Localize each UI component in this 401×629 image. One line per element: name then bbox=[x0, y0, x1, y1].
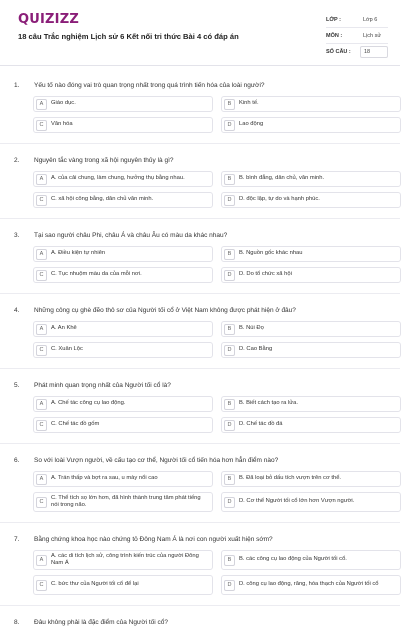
option-letter: D bbox=[224, 420, 235, 431]
question-5 bbox=[0, 378, 400, 444]
option-letter: D bbox=[224, 345, 235, 356]
option-text: C. xã hội công bằng, dân chủ văn minh. bbox=[51, 196, 154, 203]
option-text: A. các di tích lịch sử, công trình kiến trúc của người Đông Nam Á bbox=[51, 552, 199, 566]
option-letter: B bbox=[224, 249, 235, 260]
option-text: B. Biết cách tạo ra lửa. bbox=[239, 400, 298, 407]
option-text: A. An Khê bbox=[51, 325, 77, 332]
option-letter: B bbox=[224, 555, 235, 566]
option-text: D. độc lập, tự do và hạnh phúc. bbox=[239, 196, 320, 203]
option-letter: C bbox=[36, 195, 47, 206]
question-6 bbox=[0, 453, 400, 523]
question-8 bbox=[0, 615, 400, 629]
question-text: Yếu tố nào đóng vai trò quan trọng nhất trong quá trình tiến hóa của loài người? bbox=[34, 81, 265, 89]
option-c[interactable] bbox=[33, 192, 213, 208]
worksheet-meta bbox=[326, 12, 388, 60]
option-letter: B bbox=[224, 174, 235, 185]
class-label: LỚP : bbox=[326, 16, 341, 23]
option-text: C. bức thư của Người tối cổ để lại bbox=[51, 581, 139, 588]
question-4 bbox=[0, 303, 400, 369]
option-d[interactable] bbox=[221, 192, 401, 208]
divider bbox=[0, 143, 400, 144]
option-text: D. Cơ thể Người tối cổ lớn hơn Vượn người. bbox=[239, 498, 355, 505]
divider bbox=[0, 368, 400, 369]
option-text: A. Chế tác công cụ lao động. bbox=[51, 400, 126, 407]
divider bbox=[0, 522, 400, 523]
question-number: 6. bbox=[14, 456, 20, 464]
divider bbox=[0, 293, 400, 294]
option-c[interactable] bbox=[33, 117, 213, 133]
option-text: B. Núi Đọ bbox=[239, 325, 264, 332]
option-letter: B bbox=[224, 99, 235, 110]
option-letter: B bbox=[224, 324, 235, 335]
option-text: Văn hóa bbox=[51, 121, 73, 128]
option-letter: A bbox=[36, 555, 47, 566]
question-text: Những công cụ ghè đẽo thô sơ của Người tối cổ ở Việt Nam không được phát hiện ở đâu? bbox=[34, 306, 296, 314]
option-letter: D bbox=[224, 580, 235, 591]
option-text: B. Đã loại bỏ dấu tích vượn trên cơ thể. bbox=[239, 475, 342, 482]
option-letter: A bbox=[36, 474, 47, 485]
option-b[interactable] bbox=[221, 96, 401, 112]
option-d[interactable] bbox=[221, 575, 401, 595]
option-letter: C bbox=[36, 580, 47, 591]
option-letter: A bbox=[36, 324, 47, 335]
option-text: C. Xuân Lộc bbox=[51, 346, 83, 353]
option-a[interactable] bbox=[33, 550, 213, 570]
question-number: 7. bbox=[14, 535, 20, 543]
option-letter: C bbox=[36, 120, 47, 131]
question-text: Nguyên tắc vàng trong xã hội nguyên thủy là gì? bbox=[34, 156, 174, 164]
option-a[interactable] bbox=[33, 471, 213, 487]
option-a[interactable] bbox=[33, 96, 213, 112]
divider bbox=[0, 443, 400, 444]
question-number: 8. bbox=[14, 618, 20, 626]
option-letter: D bbox=[224, 497, 235, 508]
option-letter: D bbox=[224, 120, 235, 131]
option-b[interactable] bbox=[221, 246, 401, 262]
question-text: Bằng chứng khoa học nào chứng tỏ Đông Nam Á là nơi con người xuất hiện sớm? bbox=[34, 535, 273, 543]
question-1 bbox=[0, 78, 400, 144]
option-a[interactable] bbox=[33, 171, 213, 187]
option-letter: D bbox=[224, 195, 235, 206]
option-b[interactable] bbox=[221, 550, 401, 570]
option-letter: A bbox=[36, 249, 47, 260]
meta-subject-row bbox=[326, 28, 388, 44]
divider bbox=[0, 605, 400, 606]
option-text: B. Nguồn gốc khác nhau bbox=[239, 250, 303, 257]
question-text: Đâu không phải là đặc điểm của Người tối cổ? bbox=[34, 618, 168, 626]
option-letter: B bbox=[224, 474, 235, 485]
option-b[interactable] bbox=[221, 396, 401, 412]
option-d[interactable] bbox=[221, 117, 401, 133]
option-text: Kinh tế. bbox=[239, 100, 259, 107]
option-text: A. Điều kiện tự nhiên bbox=[51, 250, 106, 257]
question-text: Tại sao người châu Phi, châu Á và châu Âu có màu da khác nhau? bbox=[34, 231, 228, 239]
option-c[interactable] bbox=[33, 267, 213, 283]
option-text: D. Do tổ chức xã hội bbox=[239, 271, 292, 278]
subject-value: Lịch sử bbox=[363, 32, 382, 39]
option-d[interactable] bbox=[221, 342, 401, 358]
option-text: D. công cụ lao động, răng, hóa thạch của Người tối cổ bbox=[239, 581, 379, 588]
option-text: Lao động bbox=[239, 121, 264, 128]
option-letter: C bbox=[36, 420, 47, 431]
question-7 bbox=[0, 532, 400, 606]
question-number: 2. bbox=[14, 156, 20, 164]
option-text: Giáo dục. bbox=[51, 100, 76, 107]
option-letter: C bbox=[36, 497, 47, 508]
option-d[interactable] bbox=[221, 492, 401, 512]
option-b[interactable] bbox=[221, 471, 401, 487]
option-a[interactable] bbox=[33, 396, 213, 412]
count-label: SỐ CÂU : bbox=[326, 49, 351, 55]
option-b[interactable] bbox=[221, 321, 401, 337]
class-value: Lớp 6 bbox=[363, 16, 378, 23]
divider bbox=[0, 218, 400, 219]
question-text: Phát minh quan trọng nhất của Người tối cổ là? bbox=[34, 381, 171, 389]
option-c[interactable] bbox=[33, 417, 213, 433]
question-number: 4. bbox=[14, 306, 20, 314]
option-letter: C bbox=[36, 345, 47, 356]
question-number: 3. bbox=[14, 231, 20, 239]
question-number: 5. bbox=[14, 381, 20, 389]
worksheet-header bbox=[0, 0, 400, 66]
meta-class-row bbox=[326, 12, 388, 28]
question-number: 1. bbox=[14, 81, 20, 89]
option-text: C. Thể tích sọ lớn hơn, đã hình thành trung tâm phát tiếng nói trong não. bbox=[51, 494, 201, 508]
option-letter: A bbox=[36, 399, 47, 410]
option-letter: C bbox=[36, 270, 47, 281]
option-d[interactable] bbox=[221, 267, 401, 283]
option-text: A. Trán thấp và bợt ra sau, u mày nổi cao bbox=[51, 475, 158, 482]
subject-label: MÔN : bbox=[326, 32, 343, 39]
option-text: C. Chế tác đồ gốm bbox=[51, 421, 100, 428]
option-letter: A bbox=[36, 99, 47, 110]
option-text: C. Tục nhuộm màu da của mỗi nơi. bbox=[51, 271, 142, 278]
option-text: A. của cải chung, làm chung, hưởng thụ bằng nhau. bbox=[51, 175, 185, 182]
option-letter: D bbox=[224, 270, 235, 281]
option-a[interactable] bbox=[33, 246, 213, 262]
question-list bbox=[0, 78, 400, 629]
question-text: So với loài Vượn người, về cấu tạo cơ thể, Người tối cổ tiến hóa hơn hẳn điểm nào? bbox=[34, 456, 279, 464]
option-c[interactable] bbox=[33, 492, 213, 512]
option-text: D. Chế tác đồ đá bbox=[239, 421, 283, 428]
option-text: B. các công cụ lao động của Người tối cổ. bbox=[239, 556, 347, 563]
option-letter: B bbox=[224, 399, 235, 410]
option-text: B. bình đẳng, dân chủ, văn minh. bbox=[239, 175, 325, 182]
question-3 bbox=[0, 228, 400, 294]
option-c[interactable] bbox=[33, 342, 213, 358]
option-text: D. Cao Bằng bbox=[239, 346, 273, 353]
option-c[interactable] bbox=[33, 575, 213, 595]
option-b[interactable] bbox=[221, 171, 401, 187]
question-2 bbox=[0, 153, 400, 219]
option-a[interactable] bbox=[33, 321, 213, 337]
option-letter: A bbox=[36, 174, 47, 185]
option-d[interactable] bbox=[221, 417, 401, 433]
page-title: 18 câu Trắc nghiệm Lịch sử 6 Kết nối tri thức Bài 4 có đáp án bbox=[18, 32, 239, 41]
quizizz-logo[interactable]: QUIZIZZ bbox=[18, 12, 79, 27]
count-value: 18 bbox=[360, 46, 388, 58]
meta-count-row bbox=[326, 44, 388, 60]
